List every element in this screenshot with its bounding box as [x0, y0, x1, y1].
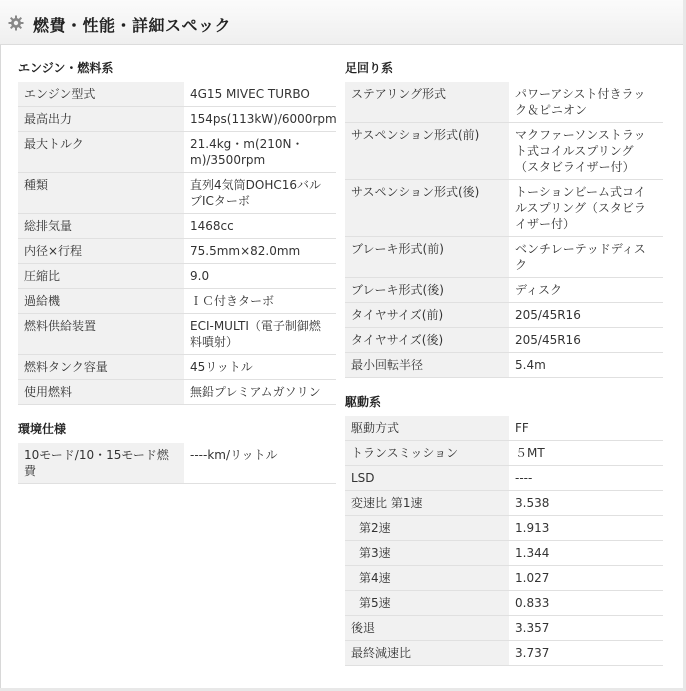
- spec-value: 無鉛プレミアムガソリン: [184, 380, 336, 405]
- spec-row: [18, 82, 336, 107]
- spec-row: [18, 355, 336, 380]
- spec-label: 最小回転半径: [345, 353, 509, 378]
- spec-value: マクファーソンストラット式コイルスプリング（スタビライザー付）: [509, 123, 663, 180]
- spec-row: [345, 591, 663, 616]
- spec-row: [345, 616, 663, 641]
- spec-label: 内径×行程: [18, 239, 184, 264]
- spec-value: ５MT: [509, 441, 663, 466]
- environment-table: [18, 443, 336, 484]
- right-column: [345, 58, 663, 666]
- spec-label: 後退: [345, 616, 509, 641]
- spec-row: [345, 123, 663, 180]
- spec-row: [18, 289, 336, 314]
- spec-value: 205/45R16: [509, 303, 663, 328]
- spec-label: 燃料タンク容量: [18, 355, 184, 380]
- spec-row: [345, 278, 663, 303]
- spec-value: 1.913: [509, 516, 663, 541]
- spec-row: [18, 239, 336, 264]
- spec-label: 駆動方式: [345, 416, 509, 441]
- spec-value: ----km/リットル: [184, 443, 336, 484]
- spec-value: 0.833: [509, 591, 663, 616]
- spec-row: [18, 380, 336, 405]
- section-title-engine: エンジン・燃料系: [18, 61, 114, 75]
- spec-value: 1.344: [509, 541, 663, 566]
- spec-label: 種類: [18, 173, 184, 214]
- spec-row: [345, 491, 663, 516]
- spec-row: [345, 466, 663, 491]
- spec-value: パワーアシスト付きラック＆ピニオン: [509, 82, 663, 123]
- spec-row: [345, 516, 663, 541]
- spec-value: 45リットル: [184, 355, 336, 380]
- spec-label: 10モード/10・15モード燃費: [18, 443, 184, 484]
- spec-value: 3.737: [509, 641, 663, 666]
- spec-value: ----: [509, 466, 663, 491]
- spec-value: トーションビーム式コイルスプリング（スタビライザー付）: [509, 180, 663, 237]
- spec-value: 5.4m: [509, 353, 663, 378]
- spec-label: 第4速: [345, 566, 509, 591]
- page-title: 燃費・性能・詳細スペック: [33, 16, 232, 35]
- spec-label: 変速比 第1速: [345, 491, 509, 516]
- spec-label: ステアリング形式: [345, 82, 509, 123]
- spec-row: [345, 441, 663, 466]
- spec-row: [18, 214, 336, 239]
- spec-label: 最大トルク: [18, 132, 184, 173]
- spec-label: LSD: [345, 466, 509, 491]
- spec-label: 最高出力: [18, 107, 184, 132]
- spec-value: 3.357: [509, 616, 663, 641]
- spec-row: [345, 82, 663, 123]
- spec-value: 21.4kg・m(210N・m)/3500rpm: [184, 132, 336, 173]
- spec-label: サスペンション形式(前): [345, 123, 509, 180]
- spec-label: 第5速: [345, 591, 509, 616]
- spec-value: 3.538: [509, 491, 663, 516]
- spec-label: エンジン型式: [18, 82, 184, 107]
- spec-value: 1.027: [509, 566, 663, 591]
- gear-icon: [8, 15, 24, 31]
- spec-label: 圧縮比: [18, 264, 184, 289]
- spec-row: [18, 173, 336, 214]
- spec-row: [345, 566, 663, 591]
- spec-value: 4G15 MIVEC TURBO: [184, 82, 336, 107]
- spec-value: 154ps(113kW)/6000rpm: [184, 107, 336, 132]
- spec-label: 第3速: [345, 541, 509, 566]
- spec-row: [345, 353, 663, 378]
- spec-row: [18, 443, 336, 484]
- spec-value: ディスク: [509, 278, 663, 303]
- spec-value: ECI-MULTI（電子制御燃料噴射）: [184, 314, 336, 355]
- spec-row: [345, 237, 663, 278]
- spec-label: 最終減速比: [345, 641, 509, 666]
- spec-row: [18, 314, 336, 355]
- spec-row: [18, 107, 336, 132]
- spec-row: [345, 328, 663, 353]
- spec-value: 1468cc: [184, 214, 336, 239]
- spec-row: [345, 303, 663, 328]
- spec-label: 過給機: [18, 289, 184, 314]
- spec-label: トランスミッション: [345, 441, 509, 466]
- spec-value: 9.0: [184, 264, 336, 289]
- spec-row: [18, 132, 336, 173]
- spec-label: ブレーキ形式(後): [345, 278, 509, 303]
- left-column: [18, 58, 336, 484]
- spec-label: ブレーキ形式(前): [345, 237, 509, 278]
- spec-value: 75.5mm×82.0mm: [184, 239, 336, 264]
- spec-value: FF: [509, 416, 663, 441]
- spec-row: [345, 641, 663, 666]
- spec-row: [345, 180, 663, 237]
- spec-row: [345, 416, 663, 441]
- spec-label: タイヤサイズ(後): [345, 328, 509, 353]
- spec-value: 205/45R16: [509, 328, 663, 353]
- spec-row: [345, 541, 663, 566]
- spec-label: 使用燃料: [18, 380, 184, 405]
- suspension-table: [345, 82, 663, 378]
- spec-label: サスペンション形式(後): [345, 180, 509, 237]
- spec-label: 燃料供給装置: [18, 314, 184, 355]
- spec-value: ＩＣ付きターボ: [184, 289, 336, 314]
- section-title-drive: 駆動系: [345, 395, 382, 409]
- spec-label: 総排気量: [18, 214, 184, 239]
- panel-header: [0, 0, 684, 45]
- spec-label: タイヤサイズ(前): [345, 303, 509, 328]
- drive-table: [345, 416, 663, 666]
- engine-table: [18, 82, 336, 405]
- section-title-environment: 環境仕様: [18, 422, 67, 436]
- spec-value: 直列4気筒DOHC16バルブICターボ: [184, 173, 336, 214]
- spec-row: [18, 264, 336, 289]
- section-title-suspension: 足回り系: [345, 61, 394, 75]
- spec-label: 第2速: [345, 516, 509, 541]
- spec-value: ベンチレーテッドディスク: [509, 237, 663, 278]
